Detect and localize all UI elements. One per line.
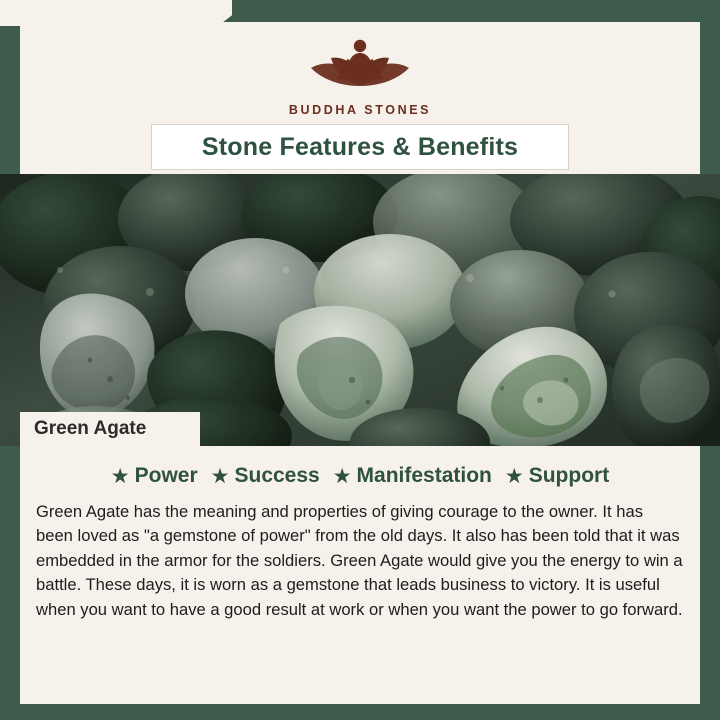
- stone-description: Green Agate has the meaning and properties of giving courage to the owner. It has been loved as "a gemstone of power" from the old days. It also has been told that it was embedded in the armor for the soldiers. Green Agate would give you the energy to win a battle. These days, it is worn as a gemstone that leads business to victory. It is useful when you want to have a good result at work or when you want the power to go forward.: [36, 502, 683, 619]
- benefit-label: Support: [528, 464, 610, 487]
- header: [20, 22, 700, 174]
- benefit-label: Manifestation: [356, 464, 492, 487]
- benefit-item: [211, 464, 320, 488]
- brand-logo: [289, 32, 431, 117]
- benefits-list: [34, 464, 686, 488]
- page-title: Stone Features & Benefits: [201, 132, 519, 161]
- star-icon: ★: [110, 464, 130, 488]
- stone-photo-illustration: [0, 174, 720, 446]
- stone-name: Green Agate: [34, 418, 147, 439]
- stone-photo: [0, 174, 720, 446]
- benefit-label: Power: [134, 464, 198, 487]
- star-icon: ★: [210, 464, 230, 488]
- star-icon: ★: [332, 464, 352, 488]
- photo-caption: [20, 412, 200, 446]
- lotus-buddha-icon: [301, 32, 419, 99]
- benefit-item: [111, 464, 198, 488]
- benefit-item: [505, 464, 609, 488]
- benefit-item: [333, 464, 492, 488]
- star-icon: ★: [504, 464, 524, 488]
- benefits-section: [20, 446, 700, 704]
- brand-name: BUDDHA STONES: [288, 103, 432, 117]
- frame-bottom-border: [0, 704, 720, 720]
- benefit-label: Success: [234, 464, 320, 487]
- page-title-plate: [151, 124, 569, 170]
